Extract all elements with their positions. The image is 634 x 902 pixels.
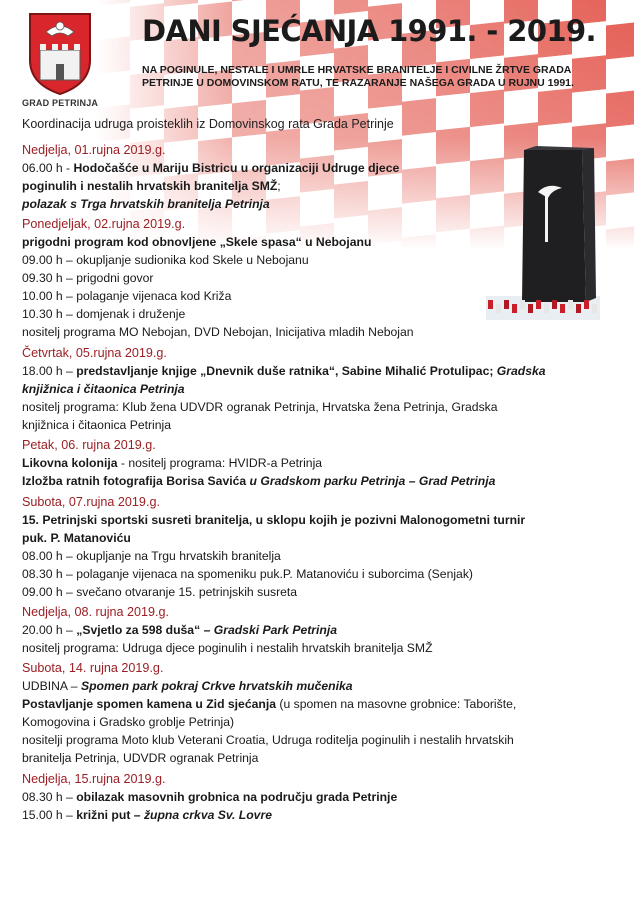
schedule-line [22, 233, 612, 251]
schedule-line [22, 565, 612, 583]
organizer-line: Koordinacija udruga proisteklih iz Domovinskog rata Grada Petrinje [22, 117, 394, 131]
event-title: Hodočašće u Mariju Bistricu u organizaciji Udruge djece [73, 161, 400, 175]
schedule-line [22, 159, 612, 177]
event-text: nositelji programa Moto klub Veterani Croatia, Udruga roditelja poginulih i nestalih hrvatskih [22, 733, 514, 748]
day-date-heading: Subota, 07.rujna 2019.g. [22, 494, 160, 509]
day-date-heading: Četvrtak, 05.rujna 2019.g. [22, 345, 167, 360]
page-subtitle: NA POGINULE, NESTALE I UMRLE HRVATSKE BRANITELJE I CIVILNE ŽRTVE GRADA PETRINJE U DOMOVINSKOM RATU, TE RAZARANJE NAŠEGA GRADA U RUJNU 1991. [142, 64, 574, 89]
event-text: 10.00 h – polaganje vijenaca kod Križa [22, 289, 232, 304]
event-text: nositelj programa: Klub žena UDVDR ogranak Petrinja, Hrvatska žena Petrinja, Gradska [22, 399, 498, 414]
schedule-line [22, 323, 612, 341]
schedule-line [22, 398, 612, 416]
event-location: u Gradskom parku Petrinja – Grad Petrinja [246, 474, 496, 489]
day-block [22, 493, 612, 601]
event-title: križni put [76, 807, 131, 822]
day-block [22, 659, 612, 767]
event-text: 09.30 h – prigodni govor [22, 271, 154, 286]
day-date-heading: Nedjelja, 08. rujna 2019.g. [22, 604, 170, 619]
event-text: 10.30 h – domjenak i druženje [22, 307, 186, 322]
day-block [22, 215, 612, 341]
schedule-line [22, 713, 612, 731]
schedule-line [22, 639, 612, 657]
city-label: GRAD PETRINJA [22, 98, 99, 108]
schedule-line [22, 454, 612, 472]
schedule-line [22, 177, 612, 195]
event-text: ; [277, 179, 281, 193]
event-text: 18.00 h – [22, 363, 77, 378]
event-title: predstavljanje knjige „Dnevnik duše ratnika“, Sabine Mihalić Protulipac; [76, 363, 494, 378]
schedule-line [22, 731, 612, 749]
schedule-line [22, 305, 612, 323]
schedule-line [22, 529, 612, 547]
event-title: Izložba ratnih fotografija Borisa Savića [22, 474, 247, 489]
day-block [22, 770, 612, 824]
event-text: 15.00 h – [22, 807, 77, 822]
event-text: 08.00 h – okupljanje na Trgu hrvatskih branitelja [22, 548, 281, 563]
day-block [22, 603, 612, 657]
event-text: 09.00 h – svečano otvaranje 15. petrinjskih susreta [22, 584, 298, 599]
schedule-line [22, 511, 612, 529]
schedule-line [22, 416, 612, 434]
event-text: 08.30 h – [22, 789, 77, 804]
event-title: obilazak masovnih grobnica na području grada Petrinje [76, 789, 398, 804]
event-text: 09.00 h – okupljanje sudionika kod Skele u Nebojanu [22, 253, 309, 268]
schedule-line [22, 362, 612, 380]
petrinja-coat-of-arms-icon [26, 10, 94, 96]
event-text: knjižnica i čitaonica Petrinja [22, 417, 172, 432]
schedule-line [22, 547, 612, 565]
schedule-line [22, 788, 612, 806]
event-title: „Svjetlo za 598 duša“ [76, 622, 201, 637]
event-title: puk. P. Matanoviću [22, 530, 131, 545]
schedule-line [22, 195, 612, 213]
event-text: 06.00 h - [22, 161, 74, 175]
schedule-line [22, 749, 612, 767]
event-title: Postavljanje spomen kamena u Zid sjećanja [22, 697, 277, 712]
event-title: Likovna kolonija [22, 456, 118, 471]
event-location: Spomen park pokraj Crkve hrvatskih mučenika [80, 679, 353, 694]
event-text: 20.00 h – [22, 622, 77, 637]
day-date-heading: Nedjelja, 01.rujna 2019.g. [22, 143, 166, 157]
event-location: – župna crkva Sv. Lovre [130, 807, 272, 822]
event-text: UDBINA – [22, 679, 81, 694]
event-text: branitelja Petrinja, UDVDR ogranak Petrinja [22, 751, 259, 766]
schedule-line [22, 621, 612, 639]
event-title: 15. Petrinjski sportski susreti branitelja, u sklopu kojih je pozivni Malonogometni turnir [22, 512, 526, 527]
day-block [22, 344, 612, 434]
event-text: 08.30 h – polaganje vijenaca na spomeniku puk.P. Matanoviću i suborcima (Senjak) [22, 566, 473, 581]
schedule-line [22, 380, 612, 398]
schedule-line [22, 472, 612, 490]
schedule-line [22, 806, 612, 824]
event-text: (u spomen na masovne grobnice: Taborište, [276, 697, 517, 712]
event-schedule [22, 141, 612, 826]
day-block [22, 436, 612, 490]
event-text: nositelj programa: Udruga djece poginulih i nestalih hrvatskih branitelja SMŽ [22, 640, 433, 655]
event-location: Gradska [493, 363, 546, 378]
page-title: DANI SJEĆANJA 1991. - 2019. [142, 14, 596, 48]
day-date-heading: Nedjelja, 15.rujna 2019.g. [22, 771, 166, 786]
event-location: knjižnica i čitaonica Petrinja [22, 381, 185, 396]
event-text: Komogovina i Gradsko groblje Petrinja) [22, 715, 235, 730]
event-text: - nositelj programa: HVIDR-a Petrinja [117, 456, 323, 471]
event-location: – Gradski Park Petrinja [200, 622, 338, 637]
day-block [22, 141, 612, 213]
schedule-line [22, 269, 612, 287]
event-title: prigodni program kod obnovljene „Skele spasa“ u Nebojanu [22, 235, 372, 250]
event-text: nositelj programa MO Nebojan, DVD Nebojan, Inicijativa mladih Nebojan [22, 325, 414, 340]
schedule-line [22, 695, 612, 713]
schedule-line [22, 251, 612, 269]
schedule-line [22, 583, 612, 601]
day-date-heading: Ponedjeljak, 02.rujna 2019.g. [22, 217, 186, 232]
event-location: polazak s Trga hrvatskih branitelja Petrinja [22, 197, 270, 211]
event-title: poginulih i nestalih hrvatskih branitelja SMŽ [22, 179, 278, 193]
schedule-line [22, 287, 612, 305]
day-date-heading: Subota, 14. rujna 2019.g. [22, 661, 164, 676]
day-date-heading: Petak, 06. rujna 2019.g. [22, 438, 156, 453]
schedule-line [22, 677, 612, 695]
